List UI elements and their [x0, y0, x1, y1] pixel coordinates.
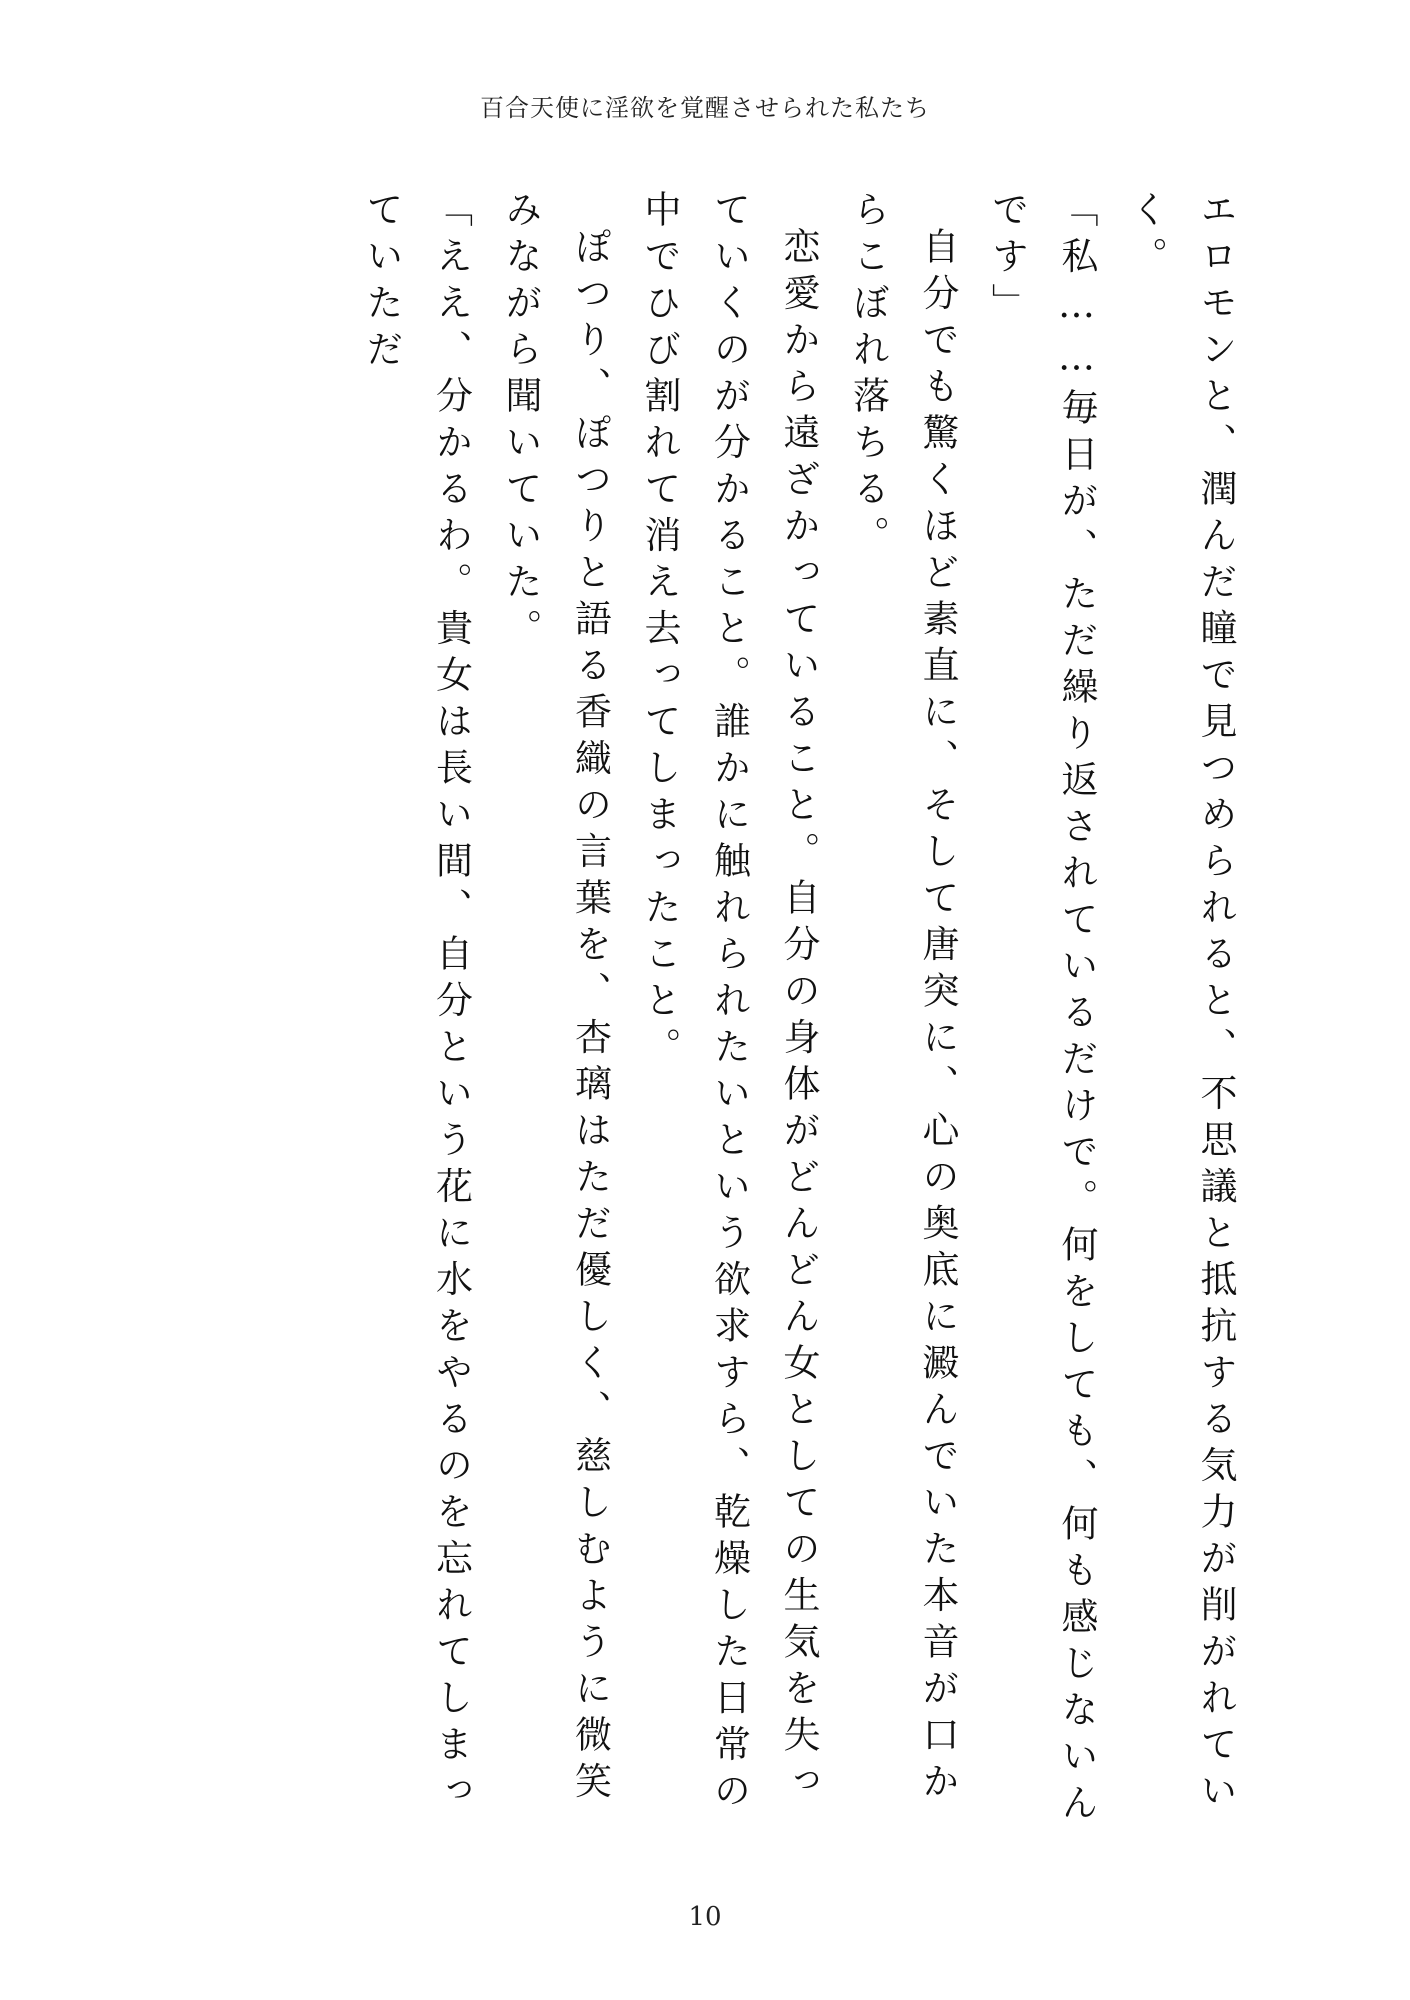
paragraph-6-dialogue: 「ええ、分かるわ。貴女は長い間、自分という花に水をやるのを忘れてしまっていただ [360, 190, 473, 1818]
paragraph-5: ぽつり、ぽつりと語る香織の言葉を、杏璃はただ優しく、慈しむように微笑みながら聞いていた。 [499, 190, 612, 1808]
paragraph-2-dialogue: 「私……毎日が、ただ繰り返されているだけで。何をしても、何も感じないんです」 [985, 190, 1098, 1830]
page-number: 10 [688, 1902, 722, 1932]
vertical-text-block [347, 190, 1251, 1830]
paragraph-3: 自分でも驚くほど素直に、そして唐突に、心の奥底に澱んでいた本音が口からこぼれ落ちる。 [846, 190, 959, 1808]
paragraph-4: 恋愛から遠ざかっていること。自分の身体がどんどん女としての生気を失っていくのが分かること。誰かに触れられたいという欲求すら、乾燥した日常の中でひび割れて消え去ってしまったこと。 [638, 190, 820, 1818]
paragraph-1: エロモンと、潤んだ瞳で見つめられると、不思議と抵抗する気力が削がれていく。 [1124, 190, 1237, 1818]
running-title: 百合天使に淫欲を覚醒させられた私たち [480, 94, 930, 122]
